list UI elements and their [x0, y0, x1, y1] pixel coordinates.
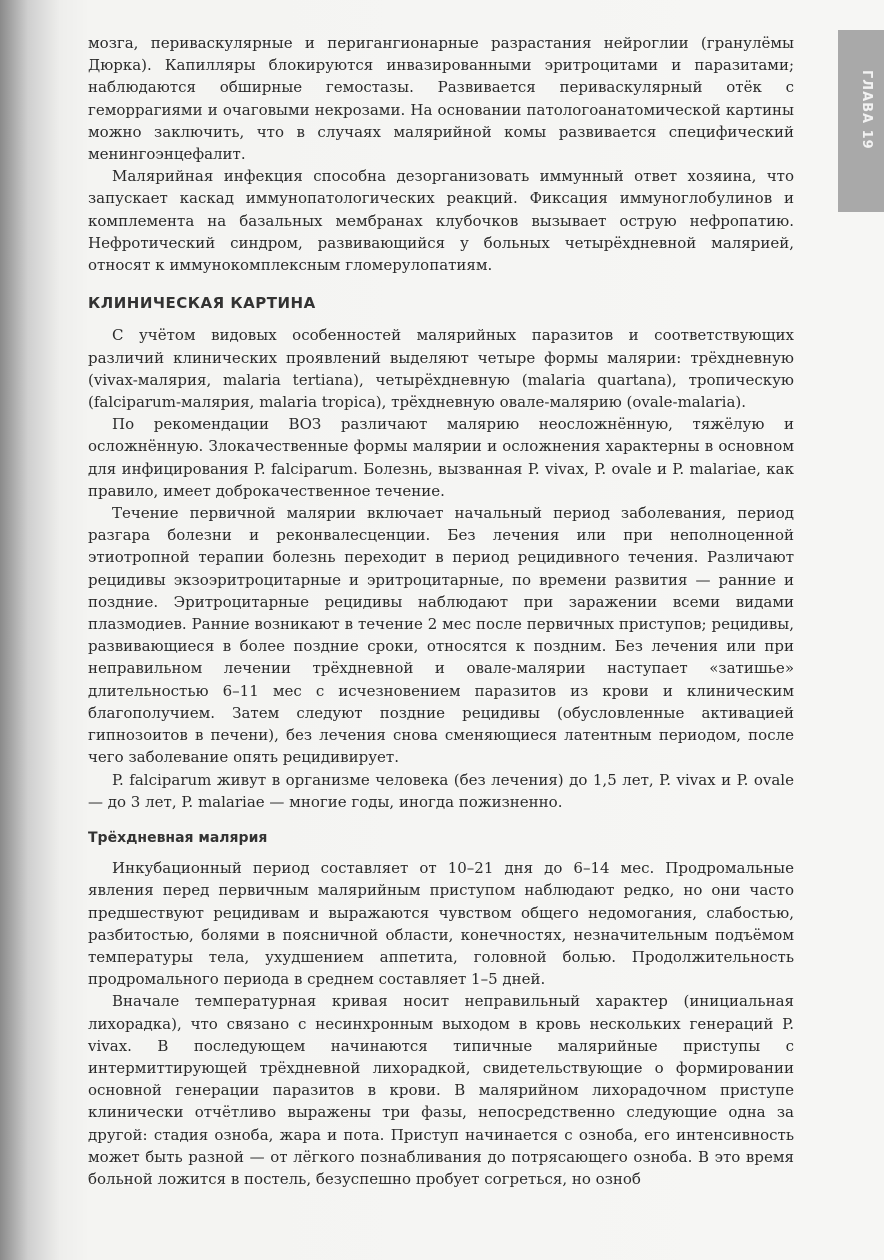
subsection-heading: Трёхдневная малярия	[88, 829, 268, 846]
paragraph-lifespan: P. falciparum живут в организме человека (без лечения) до 1,5 лет, P. vivax и P. ovale — до 3 лет, P. malariae — многие годы, иногда пожизненно.	[88, 770, 794, 811]
paragraph-fever: Вначале температурная кривая носит неправильный характер (инициальная лихорадка), что связано с несинхронным выходом в кровь нескольких генераций P. vivax. В последующем начинаются типичные малярийные приступы с интермиттирующей трёхдневной лихорадкой, свидетельствующие о формировании основной генерации паразитов в крови. В малярийном лихорадочном приступе клинически отчётливо выражены три фазы, непосредственно следующие одна за другой: стадия озноба, жара и пота. Приступ начинается с озноба, его интенсивность может быть разной — от лёгкого познабливания до потрясающего озноба. В это время больной ложится в постель, безуспешно пробует согреться, но озноб	[88, 992, 794, 1188]
paragraph-course: Течение первичной малярии включает начальный период заболевания, период разгара болезни и реконвалесценции. Без лечения или при неполноценной этиотропной терапии болезнь переходит в период рецидивного течения. Различают рецидивы экзоэритроцитарные и эритроцитарные, по времени развития — ранние и поздние. Эритроцитарные рецидивы наблюдают при заражении всеми видами плазмодиев. Ранние возникают в течение 2 мес после первичных приступов; рецидивы, развивающиеся в более поздние сроки, относятся к поздним. Без лечения или при неправильном лечении трёхдневной и овале-малярии наступает «затишье» длительностью 6–11 мес с исчезновением паразитов из крови и клиническим благополучием. Затем следуют поздние рецидивы (обусловленные активацией гипнозоитов в печени), без лечения снова сменяющиеся латентным периодом, после чего заболевание опять рецидивирует.	[88, 504, 794, 767]
chapter-label: ГЛАВА 19	[859, 70, 874, 150]
paragraph-who: По рекомендации ВОЗ различают малярию неосложнённую, тяжёлую и осложнённую. Злокачественные формы малярии и осложнения характерны в основном для инфицирования P. falciparum. Болезнь, вызванная P. vivax, P. ovale и P. malariae, как правило, имеет доброкачественное течение.	[88, 415, 794, 500]
paragraph-forms: С учётом видовых особенностей малярийных паразитов и соответствующих различий клинических проявлений выделяют четыре формы малярии: трёхдневную (vivax-малярия, malaria tertiana), четырёхдневную (malaria quartana), тропическую (falciparum-малярия, malaria tropica), трёхдневную овале-малярию (ovale-malaria).	[88, 326, 794, 412]
page-content	[88, 32, 794, 1190]
paragraph-incubation: Инкубационный период составляет от 10–21 дня до 6–14 мес. Продромальные явления перед первичным малярийным приступом наблюдают редко, но они часто предшествуют рецидивам и выражаются чувством общего недомогания, слабостью, разбитостью, болями в поясничной области, конечностях, незначительным подъёмом температуры тела, ухудшением аппетита, головной болью. Продолжительность продромального периода в среднем составляет 1–5 дней.	[88, 859, 794, 989]
paragraph-continuation: мозга, периваскулярные и перигангионарные разрастания нейроглии (гранулёмы Дюрка). Капилляры блокируются инвазированными эритроцитами и паразитами; наблюдаются обширные гемостазы. Развивается периваскулярный отёк с геморрагиями и очаговыми некрозами. На основании патологоанатомической картины можно заключить, что в случаях малярийной комы развивается специфический менингоэнцефалит.	[88, 34, 794, 164]
paragraph-immune: Малярийная инфекция способна дезорганизовать иммунный ответ хозяина, что запускает каскад иммунопатологических реакций. Фиксация иммуноглобулинов и комплемента на базальных мембранах клубочков вызывает острую нефропатию. Нефротический синдром, развивающийся у больных четырёхдневной малярией, относят к иммунокомплексным гломерулопатиям.	[88, 167, 794, 275]
chapter-tab	[838, 30, 884, 212]
section-heading: КЛИНИЧЕСКАЯ КАРТИНА	[88, 294, 316, 313]
